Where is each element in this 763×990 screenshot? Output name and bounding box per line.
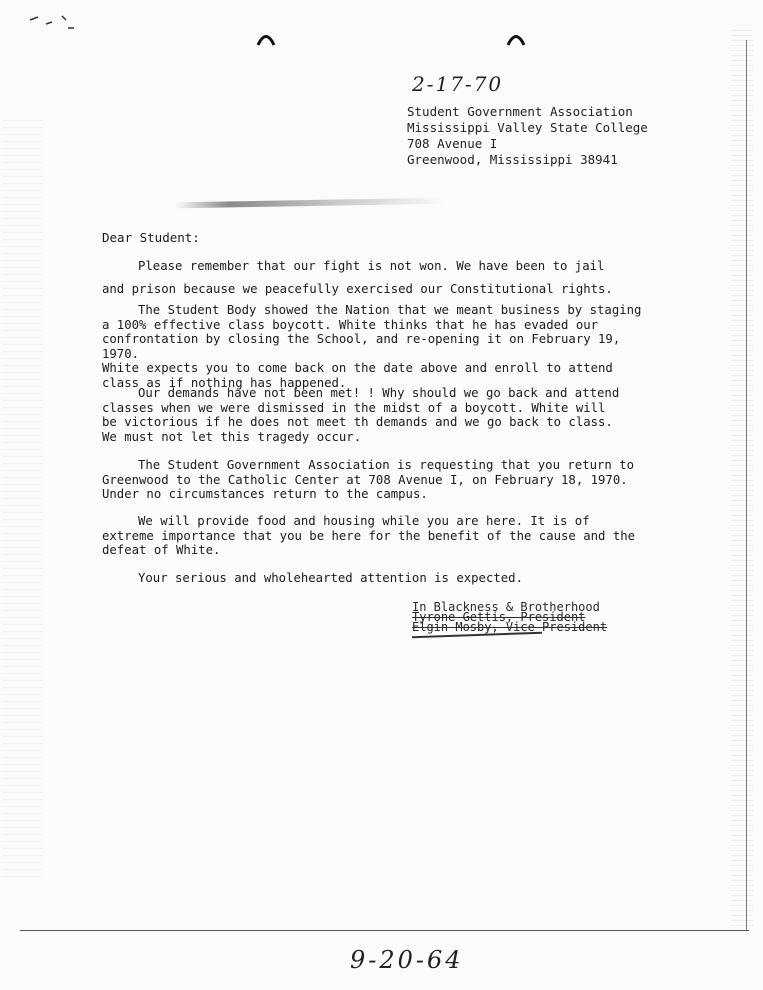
paragraph-3: Our demands have not been met! ! Why should we go back and attend classes when we were dismissed in the midst of a boycott. White will be victorious if he does not meet th demands and we go back to class. We must not let this tragedy occur. [102, 386, 620, 444]
signature-closing: In Blackness & Brotherhood [412, 600, 600, 614]
signature-line-2: Elgin Mosby, Vice-President [412, 620, 608, 634]
punch-hole-mark-left [256, 32, 276, 46]
punch-hole-mark-right [506, 32, 526, 46]
scan-edge-right [731, 30, 753, 930]
signature-line-1: Tyrone Gettis, President [412, 610, 586, 624]
page-bottom-line [20, 930, 749, 931]
sender-address [407, 104, 648, 168]
paragraph-2: The Student Body showed the Nation that we meant business by staging a 100% effective class boycott. White thinks that he has evaded our confrontation by closing the School, and re-opening it on February 19, 1970. White expects you to come back on the date above and enroll to attend class as if nothing has happened. [102, 303, 642, 390]
signature-block [412, 602, 607, 632]
scan-edge-left [2, 120, 42, 880]
paragraph-1: Please remember that our fight is not won. We have been to jail and prison because we peacefully exercised our Constitutional rights. [102, 259, 613, 296]
address-line-4: Greenwood, Mississippi 38941 [407, 152, 618, 167]
handwritten-file-number: 9-20-64 [350, 946, 464, 974]
scan-mark [28, 14, 78, 30]
address-line-1: Student Government Association [407, 104, 633, 119]
salutation: Dear Student: [102, 230, 200, 245]
page-edge-line [746, 40, 747, 930]
address-line-3: 708 Avenue I [407, 136, 498, 151]
handwritten-date: 2-17-70 [412, 72, 504, 96]
paragraph-6: Your serious and wholehearted attention is expected. [138, 571, 523, 585]
ink-smudge [175, 198, 445, 209]
address-line-2: Mississippi Valley State College [407, 120, 648, 135]
paragraph-5: We will provide food and housing while you are here. It is of extreme importance that you be here for the benefit of the cause and the defeat of White. [102, 514, 636, 557]
paragraph-4: The Student Government Association is requesting that you return to Greenwood to the Catholic Center at 708 Avenue I, on February 18, 1970. Under no circumstances return to the campus. [102, 458, 635, 501]
